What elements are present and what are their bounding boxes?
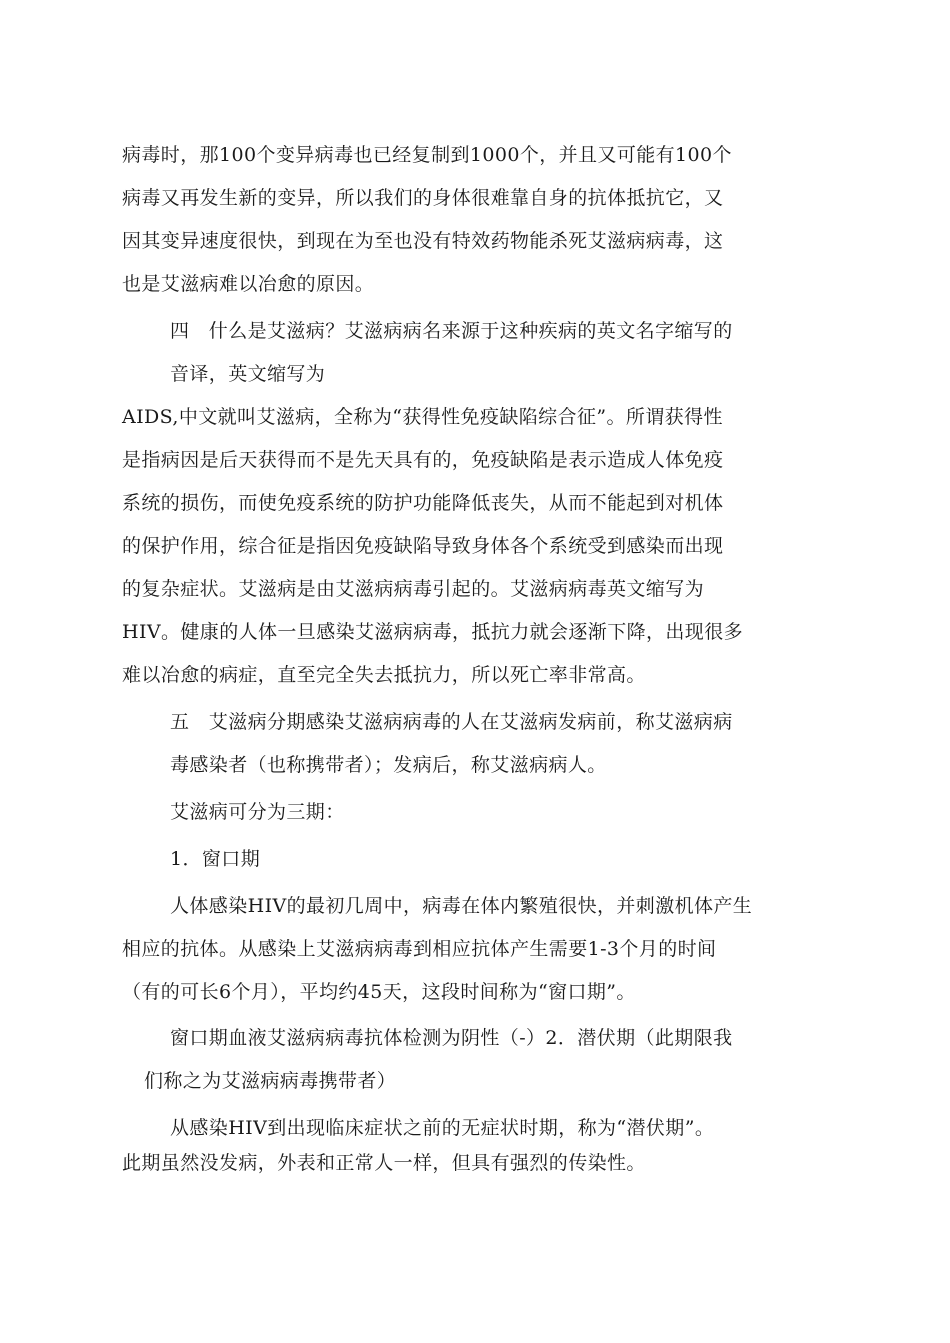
text-line: AIDS,中文就叫艾滋病，全称为“获得性免疫缺陷综合征”。所谓获得性 (122, 406, 723, 428)
text-line: 也是艾滋病难以冶愈的原因。 (122, 273, 375, 295)
text-line: 系统的损伤，而使免疫系统的防护功能降低丧失，从而不能起到对机体 (122, 492, 724, 514)
text-line: 音译，英文缩写为 (170, 363, 326, 385)
text-line: 难以冶愈的病症，直至完全失去抵抗力，所以死亡率非常高。 (122, 664, 646, 686)
section-heading-four: 四 什么是艾滋病？艾滋病病名来源于这种疾病的英文名字缩写的 (170, 320, 733, 342)
section-heading-five: 五 艾滋病分期感染艾滋病病毒的人在艾滋病发病前，称艾滋病病 (170, 711, 733, 733)
text-line: 病毒时，那100个变异病毒也已经复制到1000个，并且又可能有100个 (122, 144, 732, 166)
text-line: 相应的抗体。从感染上艾滋病病毒到相应抗体产生需要1-3个月的时间 (122, 938, 717, 960)
text-line: 此期虽然没发病，外表和正常人一样，但具有强烈的传染性。 (122, 1152, 646, 1174)
text-line: 从感染HIV到出现临床症状之前的无症状时期，称为“潜伏期”。 (170, 1117, 715, 1139)
text-line: 窗口期血液艾滋病病毒抗体检测为阴性（-）2．潜伏期（此期限我 (170, 1027, 733, 1049)
text-line: 毒感染者（也称携带者）；发病后，称艾滋病病人。 (170, 754, 607, 776)
text-line: 人体感染HIV的最初几周中，病毒在体内繁殖很快，并刺激机体产生 (170, 895, 753, 917)
text-line: （有的可长6个月），平均约45天，这段时间称为“窗口期”。 (122, 981, 636, 1003)
text-line: 是指病因是后天获得而不是先天具有的，免疫缺陷是表示造成人体免疫 (122, 449, 724, 471)
text-line: 的保护作用，综合征是指因免疫缺陷导致身体各个系统受到感染而出现 (122, 535, 724, 557)
text-line: HIV。健康的人体一旦感染艾滋病病毒，抵抗力就会逐渐下降，出现很多 (122, 621, 743, 643)
text-line: 病毒又再发生新的变异，所以我们的身体很难靠自身的抗体抵抗它，又 (122, 187, 724, 209)
text-line: 因其变异速度很快，到现在为至也没有特效药物能杀死艾滋病病毒，这 (122, 230, 724, 252)
subheading-window-period: 1．窗口期 (170, 848, 261, 870)
text-line: 艾滋病可分为三期： (170, 801, 345, 823)
text-line: 的复杂症状。艾滋病是由艾滋病病毒引起的。艾滋病病毒英文缩写为 (122, 578, 705, 600)
text-line: 们称之为艾滋病病毒携带者） (144, 1070, 397, 1092)
